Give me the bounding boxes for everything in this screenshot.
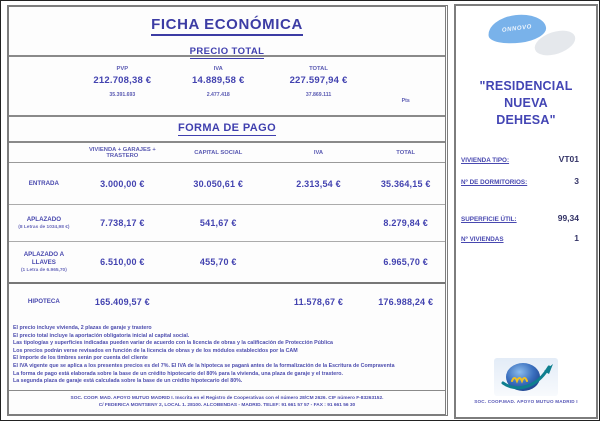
note-line: La forma de pago está elaborada sobre la base de un crédito hipotecario del 80% para la vivienda, una plaza de garaje y el trastero.: [13, 370, 343, 377]
cell-total: 176.988,24 €: [378, 297, 434, 307]
footer-line-1: SOC. COOP. MAD. APOYO MUTUO MADRID I. Inscrita en el Registro de Cooperativas con el número 28/CM 2626. CIF número F-83263152.: [70, 396, 384, 401]
footer-line-2: C/ FEDERICA MONTSENY 2, LOCAL 1. 28100. ALCOBENDAS - MADRID. TELEF: 91 661 57 57 - FAX : 91 661 56 30: [98, 403, 356, 408]
field-label: Nº DE DORMITORIOS:: [461, 179, 528, 186]
header-vivienda: VIVIENDA + GARAJES + TRASTERO: [88, 146, 156, 159]
field-vivienda-tipo: [461, 154, 591, 164]
cell-total: 8.279,84 €: [383, 218, 428, 228]
pvp-label: PVP: [116, 66, 129, 72]
precio-total-section: [9, 57, 445, 117]
note-line: El importe de los timbres serán por cuenta del cliente: [13, 355, 148, 362]
pvp-euros: 212.708,38 €: [93, 75, 152, 86]
iva-label: IVA: [213, 66, 223, 72]
total-label: TOTAL: [309, 66, 328, 72]
cell-total: 6.965,70 €: [383, 257, 428, 267]
payment-table-header: [9, 143, 445, 163]
table-row-aplazado-a-llaves: [9, 242, 445, 284]
iva-pesetas: 2.477.418: [206, 92, 230, 98]
field-num-dormitorios: [461, 176, 591, 186]
price-col-iva: [166, 66, 271, 115]
logo-text: ONNOVO: [501, 24, 533, 34]
project-title-line-2: DEHESA": [496, 113, 556, 127]
project-side-panel: [454, 4, 598, 419]
notes-section: [9, 320, 445, 391]
cell-vivienda: 3.000,00 €: [100, 178, 145, 189]
cell-total: 35.364,15 €: [380, 178, 431, 189]
header-total: TOTAL: [396, 149, 416, 156]
row-sublabel: (1 Letra de 6.965,70): [20, 268, 67, 273]
footer-section: [9, 391, 445, 414]
note-line: La segunda plaza de garaje está calculada sobre la base de un crédito hipotecario del 80%.: [13, 378, 243, 385]
price-col-pvp: [79, 66, 166, 115]
row-label: ENTRADA: [28, 179, 59, 187]
cell-capital-social: 30.050,61 €: [193, 178, 244, 189]
field-label: VIVIENDA TIPO:: [461, 157, 510, 164]
cell-capital-social: 455,70 €: [199, 257, 237, 267]
spacer-cell: [9, 66, 79, 115]
field-value: VT01: [558, 154, 579, 164]
pvp-pesetas: 35.391.693: [109, 92, 136, 98]
panel-bottom-caption: SOC. COOP.MAD. APOYO MUTUO MADRID I: [474, 399, 578, 404]
table-row-aplazado: [9, 205, 445, 242]
field-value: 99,34: [557, 213, 579, 223]
table-row-hipoteca: [9, 284, 445, 320]
note-line: El IVA vigente que se aplica a los presentes precios es del 7%. El IVA de la hipoteca se pagará antes de la formalización de la Escritura de Compraventa: [13, 362, 395, 369]
forma-de-pago-heading: FORMA DE PAGO: [177, 122, 277, 134]
row-label: APLAZADO A LLAVES: [23, 251, 65, 266]
row-label-cell: [9, 216, 79, 230]
iva-euros: 14.889,58 €: [192, 75, 245, 86]
project-title: [459, 78, 593, 129]
field-superficie-util: [461, 213, 591, 223]
table-row-entrada: [9, 163, 445, 205]
field-label: Nº VIVIENDAS: [461, 236, 504, 243]
title-section: [9, 7, 445, 57]
page-title: FICHA ECONÓMICA: [151, 16, 303, 36]
globe-swoosh-logo: [494, 358, 558, 396]
cell-vivienda: 7.738,17 €: [100, 218, 145, 228]
field-label: SUPERFICIE ÚTIL:: [461, 216, 517, 223]
cell-vivienda: 165.409,57 €: [94, 297, 150, 307]
note-line: El precio total incluye la aportación obligatoria inicial al capital social.: [13, 332, 190, 339]
row-label-cell: [9, 298, 79, 306]
row-label-cell: [9, 251, 79, 273]
field-value: 1: [574, 233, 579, 243]
total-pesetas: 37.869.111: [305, 92, 332, 98]
precio-total-heading: PRECIO TOTAL: [189, 46, 265, 57]
header-capital-social: CAPITAL SOCIAL: [194, 149, 243, 156]
row-label: HIPOTECA: [27, 298, 60, 305]
cell-vivienda: 6.510,00 €: [100, 257, 145, 267]
cell-capital-social: 541,67 €: [199, 218, 237, 228]
economic-sheet: [7, 5, 448, 416]
price-col-total: [271, 66, 367, 115]
note-line: Los precios podrán verse revisados en función de la licencia de obras y de los módulos establecidos por la CAM: [13, 347, 298, 354]
header-iva: IVA: [313, 149, 324, 156]
field-num-viviendas: [461, 233, 591, 243]
note-line: El precio incluye vivienda, 2 plazas de garaje y trastero: [13, 325, 152, 331]
row-label-cell: [9, 180, 79, 188]
project-title-line-1: "RESIDENCIAL NUEVA: [479, 79, 573, 110]
row-sublabel: (8 Letras de 1034,98 €): [18, 225, 70, 230]
row-label: APLAZADO: [26, 216, 62, 223]
field-value: 3: [574, 176, 579, 186]
note-line: Las tipologías y superficies indicadas pueden variar de acuerdo con la licencia de obras y la calificación de Protección Pública: [13, 340, 333, 347]
total-euros: 227.597,94 €: [289, 75, 348, 86]
forma-de-pago-heading-section: [9, 117, 445, 143]
pesetas-unit-label: Pts: [401, 98, 410, 104]
cell-iva: 11.578,67 €: [293, 297, 344, 307]
cell-iva: 2.313,54 €: [296, 178, 341, 189]
